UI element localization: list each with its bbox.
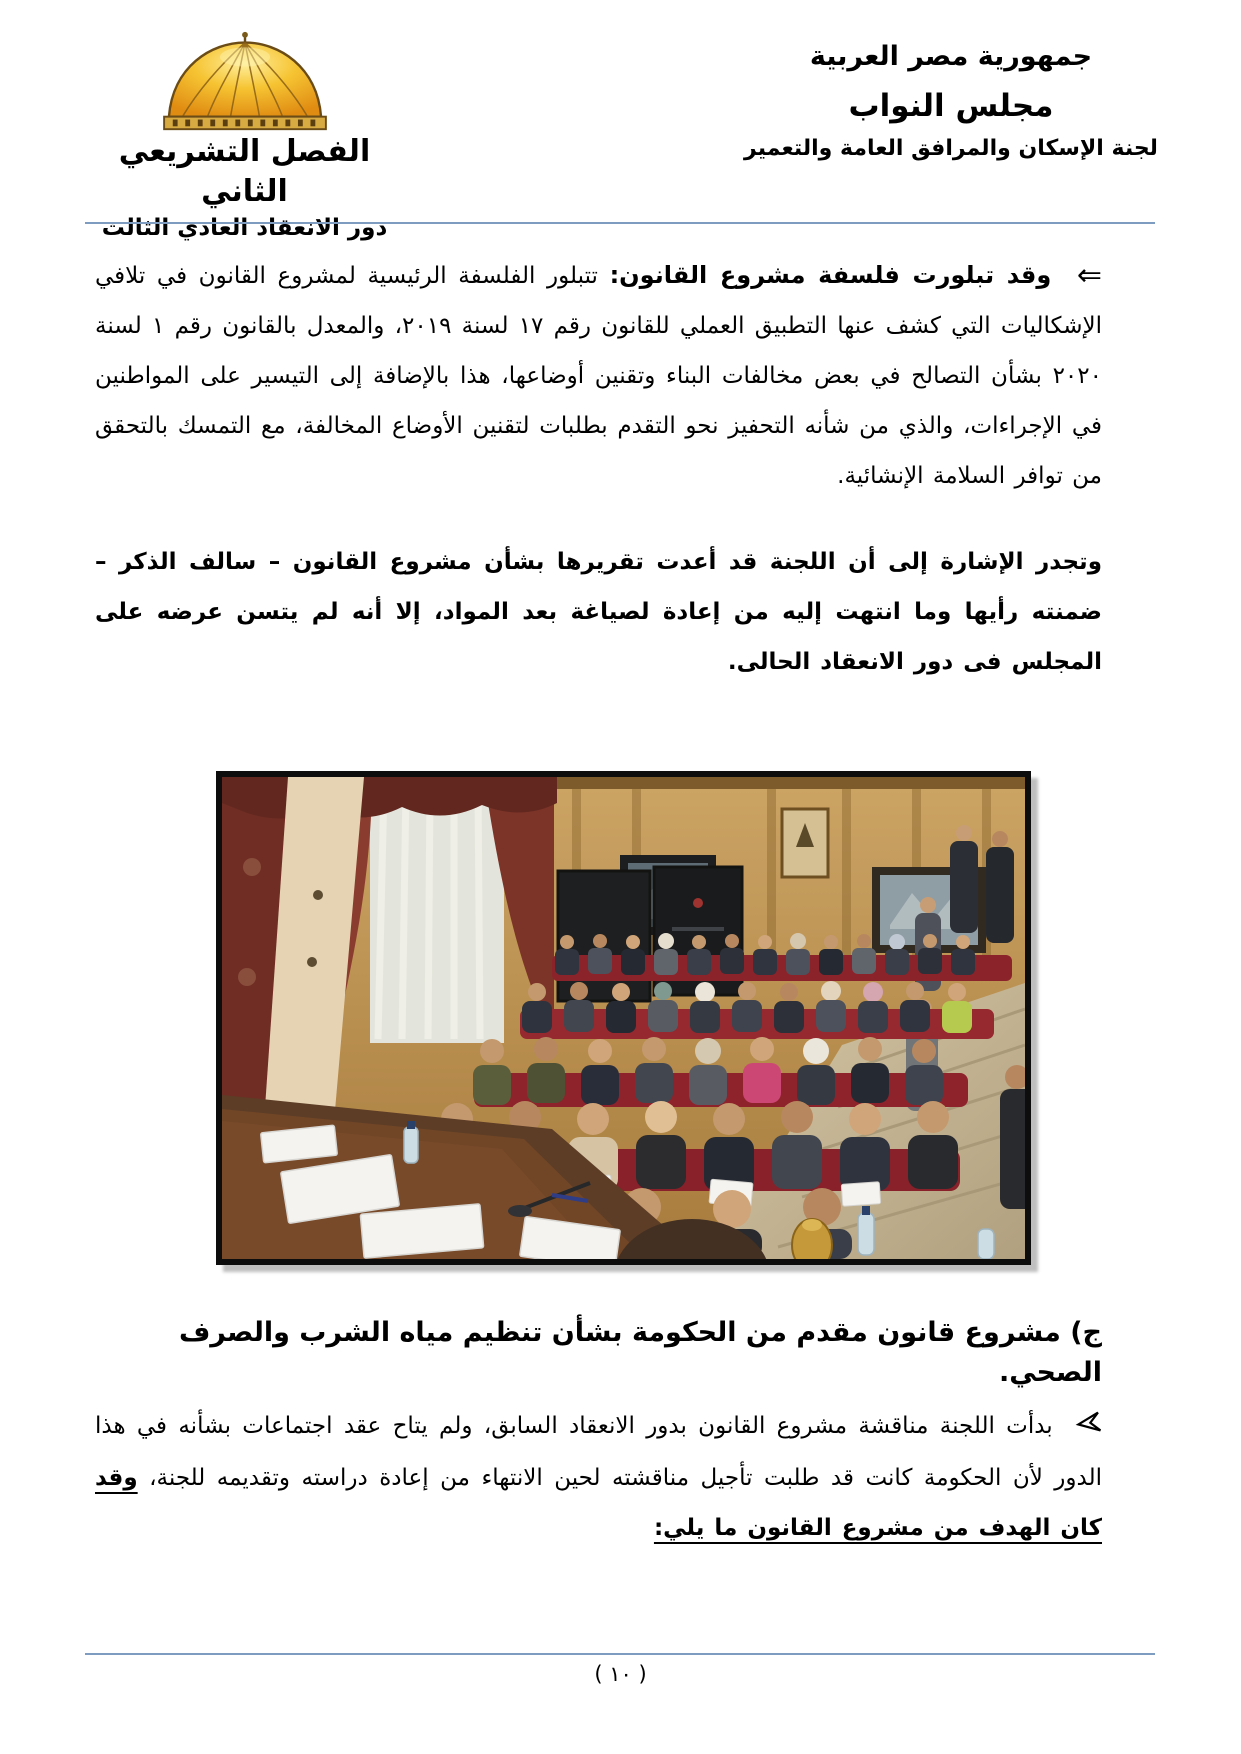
footer-separator-line — [85, 1653, 1155, 1655]
paragraph-body-text: تتبلور الفلسفة الرئيسية لمشروع القانون في تلافي الإشكاليات التي كشف عنها التطبيق العملي للقانون رقم ١٧ لسنة ٢٠١٩، والمعدل بالقانون رقم ١ لسنة ٢٠٢٠ بشأن التصالح في بعض مخالفات البناء وتقنين أوضاعها، هذا بالإضافة إلى التيسير على المواطنين في الإجراءات، والذي من شأنه التحفيز نحو التقدم بطلبات لتقنين الأوضاع المخالفة، مع التمسك بالتحقق من توافر السلامة الإنشائية. — [95, 263, 1103, 489]
paragraph-lead-bold: وقد تبلورت فلسفة مشروع القانون: — [609, 261, 1052, 289]
arrowhead-bullet-icon — [1073, 1401, 1106, 1454]
paragraph-section-c — [95, 1401, 1102, 1553]
legislative-term-title: الفصل التشريعي الثاني — [118, 134, 371, 209]
header-right-titles — [731, 34, 1171, 166]
paragraph-section-c-text: بدأت اللجنة مناقشة مشروع القانون بدور الانعقاد السابق، ولم يتاح عقد اجتماعات بشأنه في هذا الدور لأن الحكومة كانت قد طلبت تأجيل مناقشته لحين الانتهاء من إعادة دراسته وتقديمه للجنة، — [95, 1413, 1102, 1491]
header-separator-line — [85, 222, 1155, 224]
council-title: مجلس النواب — [848, 88, 1054, 124]
header-left-emblem — [72, 30, 417, 244]
double-left-arrow-icon: ⇐ — [1076, 258, 1103, 293]
paragraph-goal-bold-underline: وقد كان الهدف من مشروع القانون ما يلي: — [95, 1465, 1102, 1541]
republic-title: جمهورية مصر العربية — [809, 41, 1093, 72]
committee-meeting-photo — [216, 771, 1031, 1265]
paragraph-philosophy — [95, 250, 1102, 501]
committee-title: لجنة الإسكان والمرافق العامة والتعمير — [744, 136, 1158, 161]
page-number: ( ١٠ ) — [594, 1662, 647, 1686]
section-c-heading: ج) مشروع قانون مقدم من الحكومة بشأن تنظيم مياه الشرب والصرف الصحي. — [178, 1317, 1102, 1388]
session-title: دور الانعقاد العادي الثالث — [101, 215, 388, 241]
page-header — [0, 0, 1241, 241]
parliament-dome-icon — [72, 30, 417, 138]
paragraph-note-bold: وتجدر الإشارة إلى أن اللجنة قد أعدت تقريرها بشأن مشروع القانون – سالف الذكر – ضمنته رأيها وما انتهت إليه من إعادة لصياغة بعد المواد، إلا أنه لم يتسن عرضه على المجلس فى دور الانعقاد الحالى. — [95, 549, 1102, 675]
photo-black-frame — [216, 771, 1031, 1265]
